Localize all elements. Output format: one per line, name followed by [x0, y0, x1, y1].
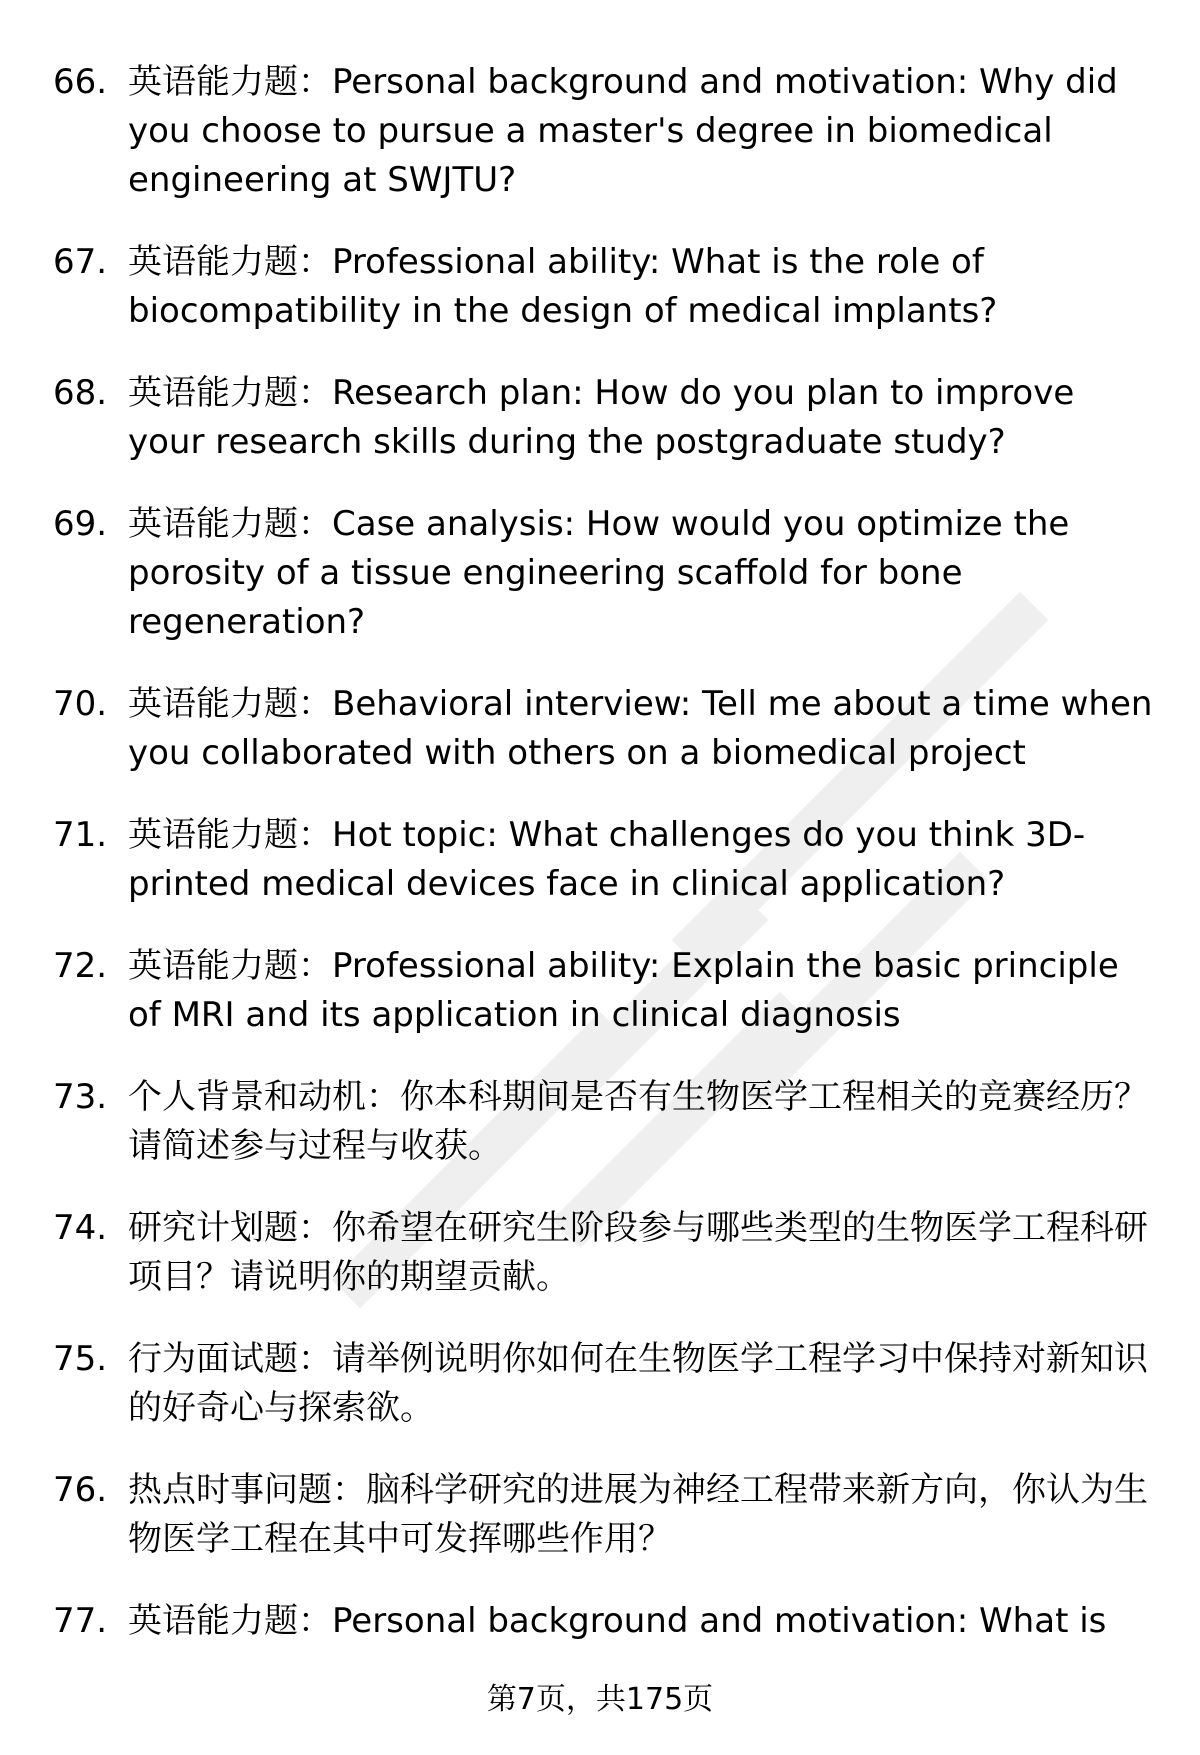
question-item: [0, 58, 1200, 205]
question-text: 英语能力题：Personal background and motivation: What is: [128, 1601, 1107, 1641]
question-text: 英语能力题：Case analysis: How would you optimize the porosity of a tissue engineering scaffold for bone regeneration?: [128, 504, 1070, 642]
question-text: 英语能力题：Professional ability: What is the role of biocompatibility in the design of medical implants?: [128, 242, 998, 331]
question-text: 研究计划题：你希望在研究生阶段参与哪些类型的生物医学工程科研项目？请说明你的期望贡献。: [128, 1208, 1148, 1297]
question-list: [0, 58, 1200, 1679]
question-item: [0, 811, 1200, 909]
question-number: 76.: [53, 1470, 108, 1510]
question-text: 英语能力题：Personal background and motivation: Why did you choose to pursue a master's degree in biomedical engineering at SWJTU?: [128, 62, 1118, 200]
question-item: [0, 942, 1200, 1040]
question-item: [0, 1335, 1200, 1433]
question-text: 英语能力题：Research plan: How do you plan to improve your research skills during the postgraduate study?: [128, 373, 1075, 462]
question-item: [0, 1204, 1200, 1302]
question-number: 77.: [53, 1601, 108, 1641]
question-item: [0, 1466, 1200, 1564]
question-number: 72.: [53, 946, 108, 986]
question-number: 75.: [53, 1339, 108, 1379]
question-number: 69.: [53, 504, 108, 544]
question-text: 行为面试题：请举例说明你如何在生物医学工程学习中保持对新知识的好奇心与探索欲。: [128, 1339, 1148, 1428]
question-text: 热点时事问题：脑科学研究的进展为神经工程带来新方向，你认为生物医学工程在其中可发挥哪些作用？: [128, 1470, 1148, 1559]
question-number: 73.: [53, 1077, 108, 1117]
question-number: 74.: [53, 1208, 108, 1248]
question-item: [0, 1597, 1200, 1646]
question-item: [0, 369, 1200, 467]
question-number: 66.: [53, 62, 108, 102]
question-item: [0, 500, 1200, 647]
question-number: 68.: [53, 373, 108, 413]
question-text: 英语能力题：Behavioral interview: Tell me about a time when you collaborated with others on a biomedical project: [128, 684, 1153, 773]
question-item: [0, 680, 1200, 778]
question-number: 67.: [53, 242, 108, 282]
question-number: 71.: [53, 815, 108, 855]
question-text: 英语能力题：Professional ability: Explain the basic principle of MRI and its application in clinical diagnosis: [128, 946, 1119, 1035]
question-text: 个人背景和动机：你本科期间是否有生物医学工程相关的竞赛经历？请简述参与过程与收获。: [128, 1077, 1148, 1166]
page-footer: 第7页，共175页: [486, 1682, 714, 1717]
question-item: [0, 1073, 1200, 1171]
question-text: 英语能力题：Hot topic: What challenges do you think 3D-printed medical devices face in clinical application?: [128, 815, 1086, 904]
question-number: 70.: [53, 684, 108, 724]
question-item: [0, 238, 1200, 336]
